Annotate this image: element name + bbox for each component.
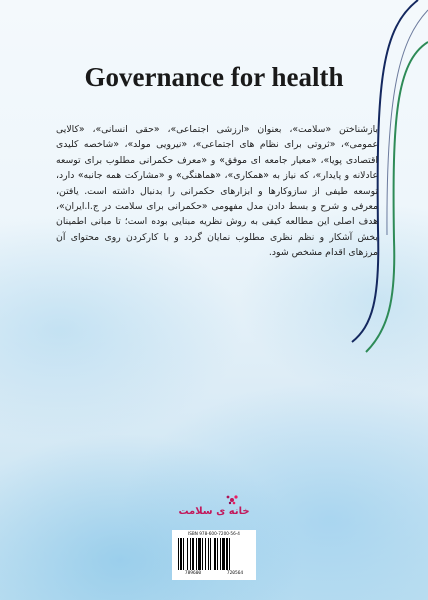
barcode-bar [198, 538, 201, 570]
barcode-bar [229, 538, 230, 570]
barcode-bar [183, 538, 184, 570]
barcode-bar [187, 538, 188, 570]
barcode-digits [172, 571, 256, 576]
barcode-bar [226, 538, 228, 570]
barcode-bar [178, 538, 179, 570]
barcode-bar [192, 538, 194, 570]
barcode-bar [202, 538, 203, 570]
barcode-bar [190, 538, 191, 570]
publisher-logo [174, 494, 254, 532]
publisher-logo-text: خانه ی سلامت [178, 506, 250, 517]
isbn-number: ISBN 978-600-7200-56-4 [188, 531, 240, 536]
barcode-bar [180, 538, 182, 570]
isbn-barcode [172, 530, 256, 580]
barcode-digits-right: 720564 [226, 571, 244, 576]
barcode-digits-left: 789600 [184, 571, 202, 576]
barcode-bar [220, 538, 221, 570]
book-title: Governance for health [84, 62, 344, 92]
barcode-bar [196, 538, 197, 570]
barcode-bar [214, 538, 216, 570]
barcode-bar [222, 538, 225, 570]
barcode-bar [208, 538, 209, 570]
barcode-bar [205, 538, 206, 570]
book-description: بازشناختن «سلامت»، بعنوان «ارزشی اجتماعی»، «حقی انسانی»، «کالایی عمومی»، «ثروتی برای نظام های اجتماعی»، «نیرویی مولد»، «شاخصه کلیدی اقتصادی پویا»، «معیار جامعه ای موفق» و «معرف حکمرانی مطلوب برای توسعه عادلانه و پایدار»، که نیاز به «همکاری»، «هماهنگی» و «مشارکت همه جانبه» دارد، توسعه طیفی از سازوکارها و ابزارهای حکمرانی را بدنبال داشته است. یافتن، معرفی و شرح و بسط دادن مدل مفهومی «حکمرانی برای سلامت در ج.ا.ایران»، هدف اصلی این مطالعه کیفی به روش نظریه مبنایی بوده است؛ تا مبانی اطمینان بخش آشکار و نظم نظری مطلوب نمایان گردد و با کارکردن روی محتوای آن مرزهای اقدام مشخص شود. [56, 124, 378, 259]
barcode-bars [178, 538, 250, 570]
barcode-bar [210, 538, 211, 570]
barcode-bar [217, 538, 218, 570]
